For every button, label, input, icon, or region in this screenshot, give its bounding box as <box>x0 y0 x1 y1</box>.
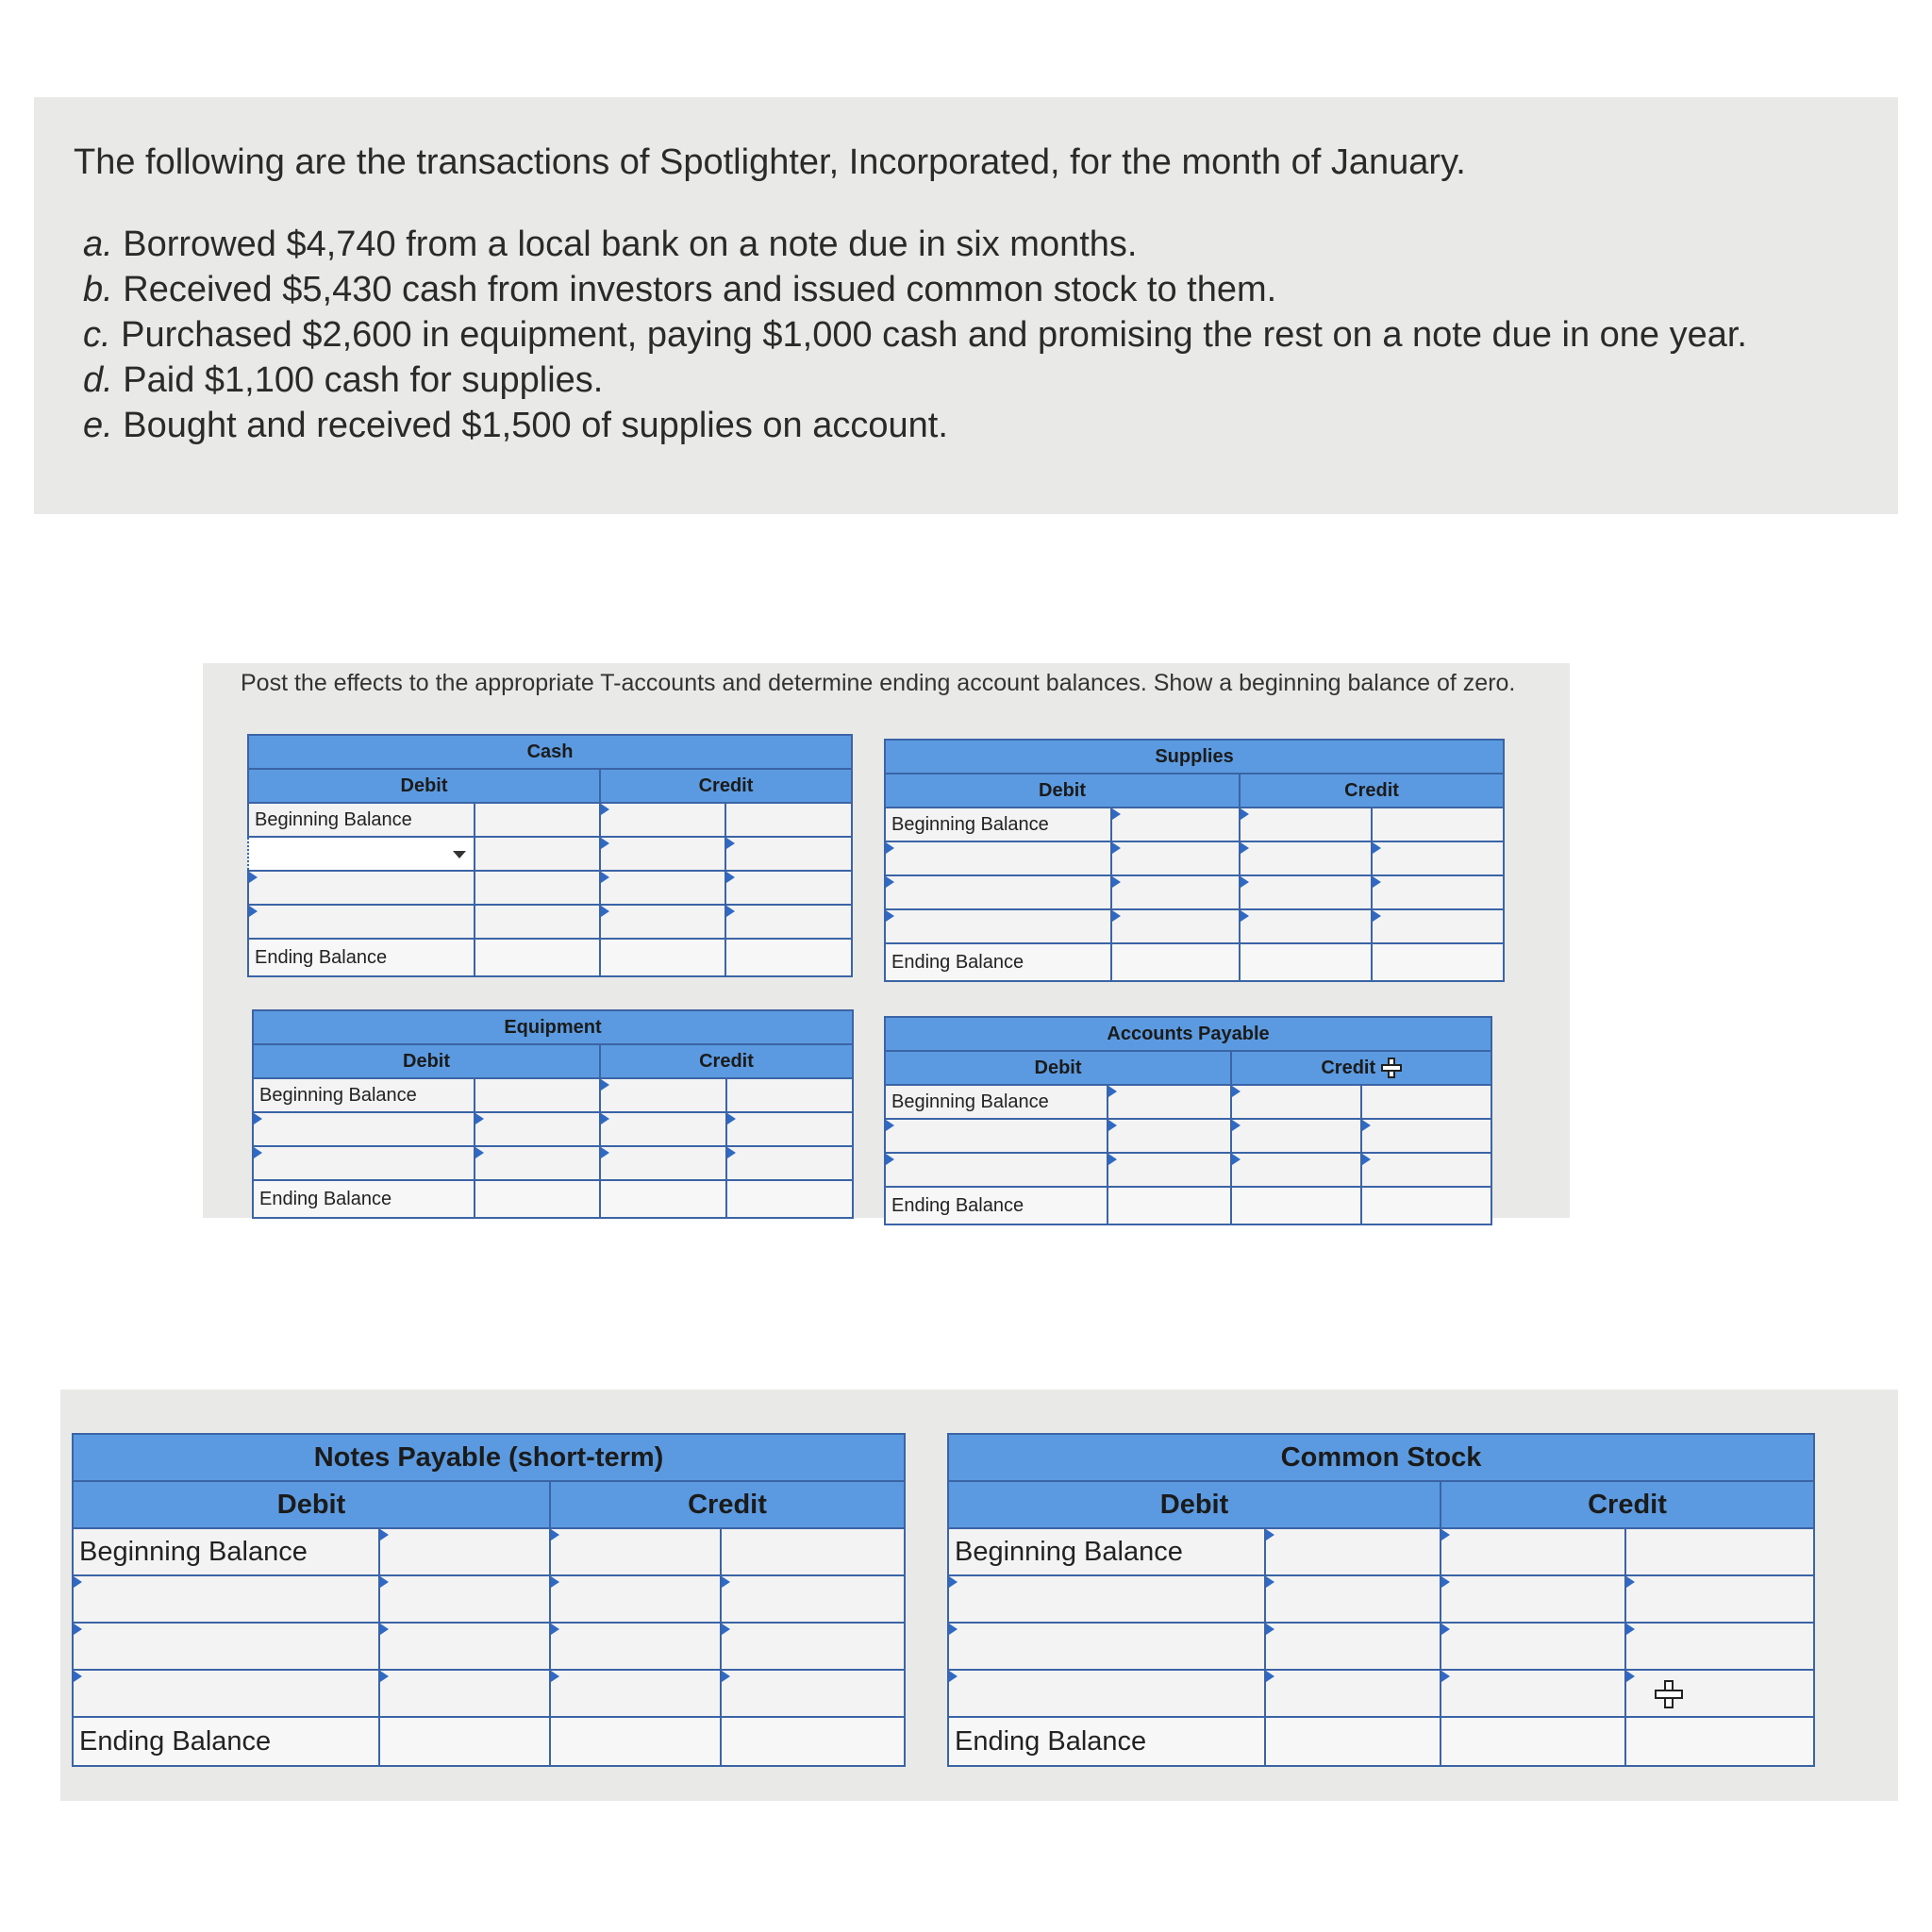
credit-account-select[interactable] <box>600 803 725 837</box>
debit-amount-input[interactable] <box>1111 875 1240 909</box>
t-account-cash <box>247 734 851 977</box>
credit-amount-input[interactable] <box>1625 1575 1814 1623</box>
debit-amount-input[interactable] <box>379 1528 550 1575</box>
credit-amount-input[interactable] <box>1361 1153 1491 1187</box>
debit-amount-input[interactable] <box>379 1623 550 1670</box>
credit-header: Credit <box>550 1481 905 1528</box>
t-accounts-panel-bottom <box>60 1390 1898 1801</box>
debit-amount-input[interactable] <box>1265 1528 1441 1575</box>
transaction-c: c. Purchased $2,600 in equipment, paying $1,000 cash and promising the rest on a note due in one year. <box>83 315 1747 355</box>
debit-account-select[interactable] <box>885 1119 1108 1153</box>
account-title: Common Stock <box>948 1434 1814 1481</box>
credit-account-select[interactable] <box>600 1112 726 1146</box>
credit-account-select[interactable] <box>550 1670 721 1717</box>
debit-amount-input[interactable] <box>1108 1085 1231 1119</box>
debit-account-select[interactable] <box>948 1670 1265 1717</box>
debit-amount-input[interactable] <box>379 1575 550 1623</box>
ending-credit-input[interactable] <box>725 939 852 976</box>
debit-account-select[interactable] <box>73 1623 379 1670</box>
beginning-balance-label: Beginning Balance <box>948 1528 1265 1575</box>
debit-account-select[interactable] <box>885 841 1111 875</box>
credit-account-select[interactable] <box>1441 1623 1625 1670</box>
debit-account-select[interactable] <box>948 1623 1265 1670</box>
debit-account-select[interactable] <box>248 837 475 871</box>
debit-amount-input[interactable] <box>475 1146 600 1180</box>
debit-account-select[interactable] <box>73 1670 379 1717</box>
credit-header: Credit <box>600 1044 853 1078</box>
ending-balance-label: Ending Balance <box>73 1717 379 1766</box>
credit-amount-input[interactable] <box>1625 1528 1814 1575</box>
debit-amount-input[interactable] <box>1111 909 1240 943</box>
debit-amount-input[interactable] <box>1108 1119 1231 1153</box>
credit-header: Credit <box>1240 774 1504 808</box>
credit-amount-input[interactable] <box>725 871 852 905</box>
debit-header: Debit <box>73 1481 550 1528</box>
beginning-balance-label: Beginning Balance <box>73 1528 379 1575</box>
ending-balance-label: Ending Balance <box>948 1717 1265 1766</box>
credit-account-select[interactable] <box>1231 1085 1361 1119</box>
credit-account-select[interactable] <box>600 905 725 939</box>
credit-amount-input[interactable] <box>726 1078 853 1112</box>
ending-debit-input[interactable] <box>475 939 600 976</box>
chevron-down-icon <box>453 851 466 858</box>
debit-amount-input[interactable] <box>1265 1623 1441 1670</box>
ending-debit-input[interactable] <box>1265 1717 1441 1766</box>
credit-account-select[interactable] <box>600 1146 726 1180</box>
debit-account-select[interactable] <box>885 875 1111 909</box>
ending-credit-input[interactable] <box>1625 1717 1814 1766</box>
debit-amount-input[interactable] <box>475 1112 600 1146</box>
transaction-d: d. Paid $1,100 cash for supplies. <box>83 360 604 400</box>
t-account-supplies <box>884 739 1503 982</box>
problem-statement <box>34 97 1898 514</box>
credit-amount-input[interactable] <box>721 1528 905 1575</box>
cursor-plus-icon <box>1381 1058 1402 1078</box>
credit-header: Credit <box>600 769 852 803</box>
t-account-notes-payable <box>72 1433 904 1767</box>
debit-account-select[interactable] <box>885 1153 1108 1187</box>
credit-amount-input[interactable] <box>1372 875 1504 909</box>
t-account-common-stock <box>947 1433 1813 1767</box>
credit-amount-input[interactable] <box>721 1575 905 1623</box>
debit-header: Debit <box>948 1481 1441 1528</box>
debit-amount-input[interactable] <box>475 803 600 837</box>
debit-header: Debit <box>253 1044 600 1078</box>
cursor-plus-icon <box>1655 1680 1683 1708</box>
credit-amount-input[interactable] <box>725 803 852 837</box>
ending-credit-label-cell <box>1240 943 1372 981</box>
credit-amount-input[interactable] <box>726 1146 853 1180</box>
transaction-e: e. Bought and received $1,500 of supplies on account. <box>83 406 948 445</box>
credit-account-select[interactable] <box>1240 909 1372 943</box>
credit-account-select[interactable] <box>1231 1119 1361 1153</box>
ending-debit-input[interactable] <box>1111 943 1240 981</box>
t-account-accounts-payable <box>884 1016 1491 1225</box>
ending-debit-input[interactable] <box>1108 1187 1231 1224</box>
credit-amount-input[interactable] <box>725 905 852 939</box>
debit-amount-input[interactable] <box>379 1670 550 1717</box>
debit-header: Debit <box>885 774 1240 808</box>
credit-account-select[interactable] <box>550 1623 721 1670</box>
account-title: Notes Payable (short-term) <box>73 1434 905 1481</box>
credit-account-select[interactable] <box>600 837 725 871</box>
credit-amount-input[interactable] <box>721 1670 905 1717</box>
account-title: Cash <box>248 735 852 769</box>
t-accounts-panel-top <box>203 663 1570 1218</box>
debit-amount-input[interactable] <box>1265 1575 1441 1623</box>
debit-amount-input[interactable] <box>475 871 600 905</box>
problem-intro: The following are the transactions of Spotlighter, Incorporated, for the month of January. <box>74 142 1466 182</box>
credit-amount-input[interactable] <box>726 1112 853 1146</box>
credit-account-select[interactable] <box>1231 1153 1361 1187</box>
beginning-balance-label: Beginning Balance <box>885 808 1111 841</box>
debit-account-select[interactable] <box>253 1112 475 1146</box>
transaction-a: a. Borrowed $4,740 from a local bank on a note due in six months. <box>83 225 1138 264</box>
ending-credit-label-cell <box>1441 1717 1625 1766</box>
credit-amount-input[interactable] <box>1625 1623 1814 1670</box>
transaction-b: b. Received $5,430 cash from investors and issued common stock to them. <box>83 270 1277 309</box>
credit-amount-input[interactable] <box>1625 1670 1814 1717</box>
credit-account-select[interactable] <box>1441 1575 1625 1623</box>
account-title: Supplies <box>885 740 1504 774</box>
ending-credit-input[interactable] <box>726 1180 853 1218</box>
ending-credit-input[interactable] <box>1372 943 1504 981</box>
credit-account-select[interactable] <box>1441 1528 1625 1575</box>
ending-credit-label-cell <box>550 1717 721 1766</box>
ending-credit-input[interactable] <box>1361 1187 1491 1224</box>
credit-amount-input[interactable] <box>1361 1119 1491 1153</box>
debit-amount-input[interactable] <box>1111 808 1240 841</box>
account-title: Equipment <box>253 1010 853 1044</box>
credit-account-select[interactable] <box>1441 1670 1625 1717</box>
ending-credit-label-cell <box>600 939 725 976</box>
credit-amount-input[interactable] <box>1372 909 1504 943</box>
ending-credit-label-cell <box>1231 1187 1361 1224</box>
credit-amount-input[interactable] <box>1372 808 1504 841</box>
debit-amount-input[interactable] <box>1108 1153 1231 1187</box>
account-title: Accounts Payable <box>885 1017 1491 1051</box>
beginning-balance-label: Beginning Balance <box>885 1085 1108 1119</box>
debit-account-select[interactable] <box>73 1575 379 1623</box>
credit-amount-input[interactable] <box>1372 841 1504 875</box>
beginning-balance-label: Beginning Balance <box>248 803 475 837</box>
debit-amount-input[interactable] <box>475 837 600 871</box>
debit-account-select[interactable] <box>885 909 1111 943</box>
t-account-equipment <box>252 1009 852 1219</box>
ending-credit-label-cell <box>600 1180 726 1218</box>
debit-amount-input[interactable] <box>1111 841 1240 875</box>
credit-account-select[interactable] <box>600 871 725 905</box>
credit-account-select[interactable] <box>550 1575 721 1623</box>
ending-balance-label: Ending Balance <box>885 1187 1108 1224</box>
credit-account-select[interactable] <box>1240 875 1372 909</box>
credit-account-select[interactable] <box>550 1528 721 1575</box>
ending-balance-label: Ending Balance <box>885 943 1111 981</box>
debit-account-select[interactable] <box>253 1146 475 1180</box>
debit-account-select[interactable] <box>248 905 475 939</box>
debit-amount-input[interactable] <box>1265 1670 1441 1717</box>
instructions-text: Post the effects to the appropriate T-accounts and determine ending account balances. Show a beginning balance of zero. <box>241 670 1516 696</box>
ending-credit-input[interactable] <box>721 1717 905 1766</box>
ending-balance-label: Ending Balance <box>248 939 475 976</box>
debit-amount-input[interactable] <box>475 905 600 939</box>
credit-header: Credit <box>1441 1481 1814 1528</box>
credit-amount-input[interactable] <box>725 837 852 871</box>
credit-account-select[interactable] <box>1240 808 1372 841</box>
credit-amount-input[interactable] <box>721 1623 905 1670</box>
debit-header: Debit <box>248 769 600 803</box>
beginning-balance-label: Beginning Balance <box>253 1078 475 1112</box>
ending-balance-label: Ending Balance <box>253 1180 475 1218</box>
debit-header: Debit <box>885 1051 1231 1085</box>
credit-amount-input[interactable] <box>1361 1085 1491 1119</box>
credit-account-select[interactable] <box>600 1078 726 1112</box>
debit-account-select[interactable] <box>948 1575 1265 1623</box>
debit-account-select[interactable] <box>248 871 475 905</box>
debit-amount-input[interactable] <box>475 1078 600 1112</box>
credit-header: Credit <box>1231 1051 1491 1085</box>
ending-debit-input[interactable] <box>475 1180 600 1218</box>
ending-debit-input[interactable] <box>379 1717 550 1766</box>
credit-account-select[interactable] <box>1240 841 1372 875</box>
